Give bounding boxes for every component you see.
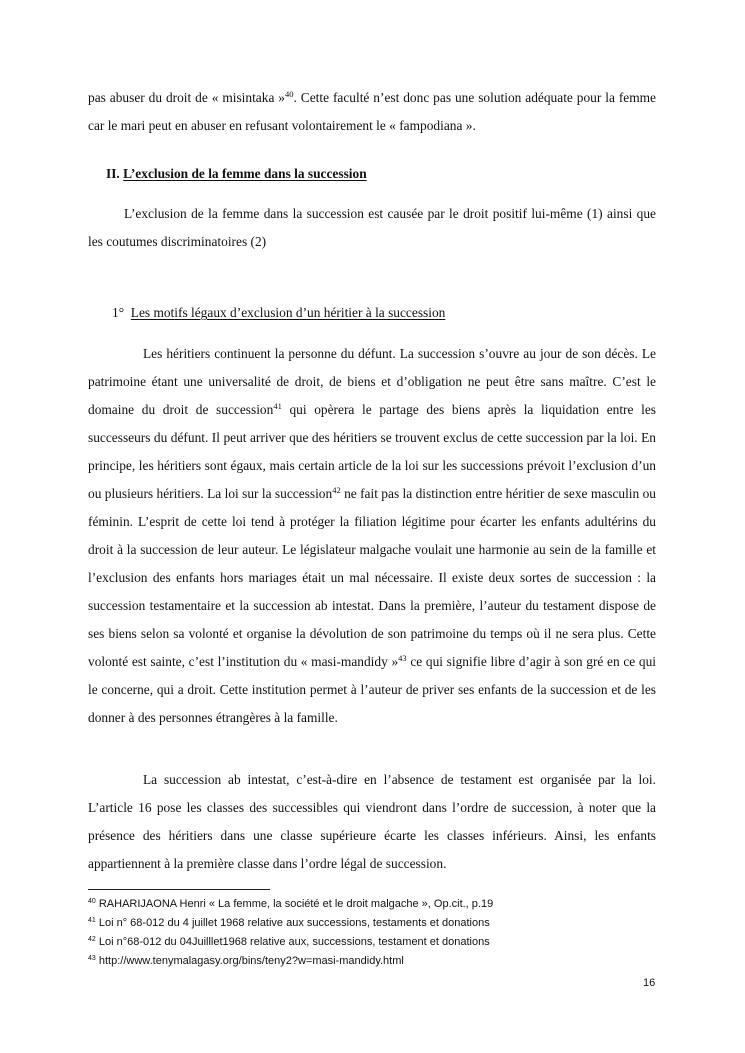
footnote-43 — [88, 954, 688, 968]
subsection-title: Les motifs légaux d’exclusion d’un héritier à la succession — [130, 305, 446, 320]
paragraph-text: qui opèrera le partage des biens après la liquidation entre les successeurs du défunt. Il peut arriver que des héritiers se trouvent exclus de cette succession par la loi. En principe, les héritiers sont égaux, mais certain article de la loi sur les successions prévoit l’exclusion d’un ou plusieurs héritiers. La loi sur la succession — [88, 402, 656, 501]
paragraph-text: . Cette faculté n’est donc pas une solution adéquate pour la femme car le mari peut en abuser en refusant volontairement le « fampodiana ». — [88, 90, 656, 133]
paragraph-text: Les héritiers continuent la personne du défunt. La succession s’ouvre au jour de son décès. Le patrimoine étant une universalité de droit, de biens et d’obligation ne peut être sans maître. C’est le domaine du droit de succession — [88, 346, 656, 417]
section-heading — [106, 166, 367, 182]
paragraph-text: ce qui signifie libre d’agir à son gré en ce qui le concerne, qui a droit. Cette institution permet à l’auteur de priver ses enfants de la succession et de les donner à des personnes étrangères à la famille. — [88, 654, 656, 725]
footnote-number: 42 — [88, 936, 96, 943]
footnote-text: RAHARIJAONA Henri « La femme, la société et le droit malgache », Op.cit., p.19 — [98, 898, 494, 910]
footnote-text: Loi n° 68-012 du 4 juillet 1968 relative aux successions, testaments et donations — [98, 917, 490, 929]
footnote-ref-40: 40 — [285, 89, 294, 99]
footnote-42 — [88, 935, 688, 949]
footnote-ref-41: 41 — [273, 401, 282, 411]
footnote-text: http://www.tenymalagasy.org/bins/teny2?w=masi-mandidy.html — [98, 955, 404, 967]
footnote-ref-42: 42 — [332, 485, 341, 495]
footnote-ref-43: 43 — [398, 653, 407, 663]
footnote-text: Loi n°68-012 du 04Juilllet1968 relative aux, successions, testament et donations — [98, 936, 490, 948]
main-paragraph — [88, 340, 656, 732]
section-title: L’exclusion de la femme dans la succession — [123, 166, 367, 181]
subsection-heading — [112, 305, 445, 321]
final-paragraph: La succession ab intestat, c’est-à-dire en l’absence de testament est organisée par la loi. L’article 16 pose les classes des successibles qui viendront dans l’ordre de succession, à noter que la présence des héritiers dans une classe supérieure écarte les classes inférieurs. Ainsi, les enfants appartiennent à la première classe dans l’ordre légal de succession. — [88, 772, 656, 871]
paragraph-text: ne fait pas la distinction entre héritier de sexe masculin ou féminin. L’esprit de cette loi tend à protéger la filiation légitime pour écarter les enfants adultérins du droit à la succession de leur auteur. Le législateur malgache voulait une harmonie au sein de la famille et l’exclusion des enfants hors mariages était un mal nécessaire. Il existe deux sortes de succession : la succession testamentaire et la succession ab intestat. Dans la première, l’auteur du testament dispose de ses biens selon sa volonté et organise la dévolution de son patrimoine du temps où il ne sera plus. Cette volonté est sainte, c’est l’institution du « masi-mandidy » — [88, 486, 656, 669]
section-intro-paragraph: L’exclusion de la femme dans la succession est causée par le droit positif lui-même (1) ainsi que les coutumes discriminatoires (2) — [88, 206, 656, 249]
section-number: II. — [106, 166, 120, 181]
subsection-number: 1° — [112, 305, 125, 320]
footnote-40 — [88, 897, 688, 911]
footnote-41 — [88, 916, 688, 930]
paragraph-continuation — [88, 84, 656, 140]
footnote-separator — [88, 889, 270, 890]
paragraph-text: pas abuser du droit de « misintaka » — [88, 90, 285, 105]
footnote-number: 41 — [88, 917, 96, 924]
footnote-number: 43 — [88, 955, 96, 962]
page-number: 16 — [643, 977, 656, 989]
footnote-number: 40 — [88, 898, 96, 905]
